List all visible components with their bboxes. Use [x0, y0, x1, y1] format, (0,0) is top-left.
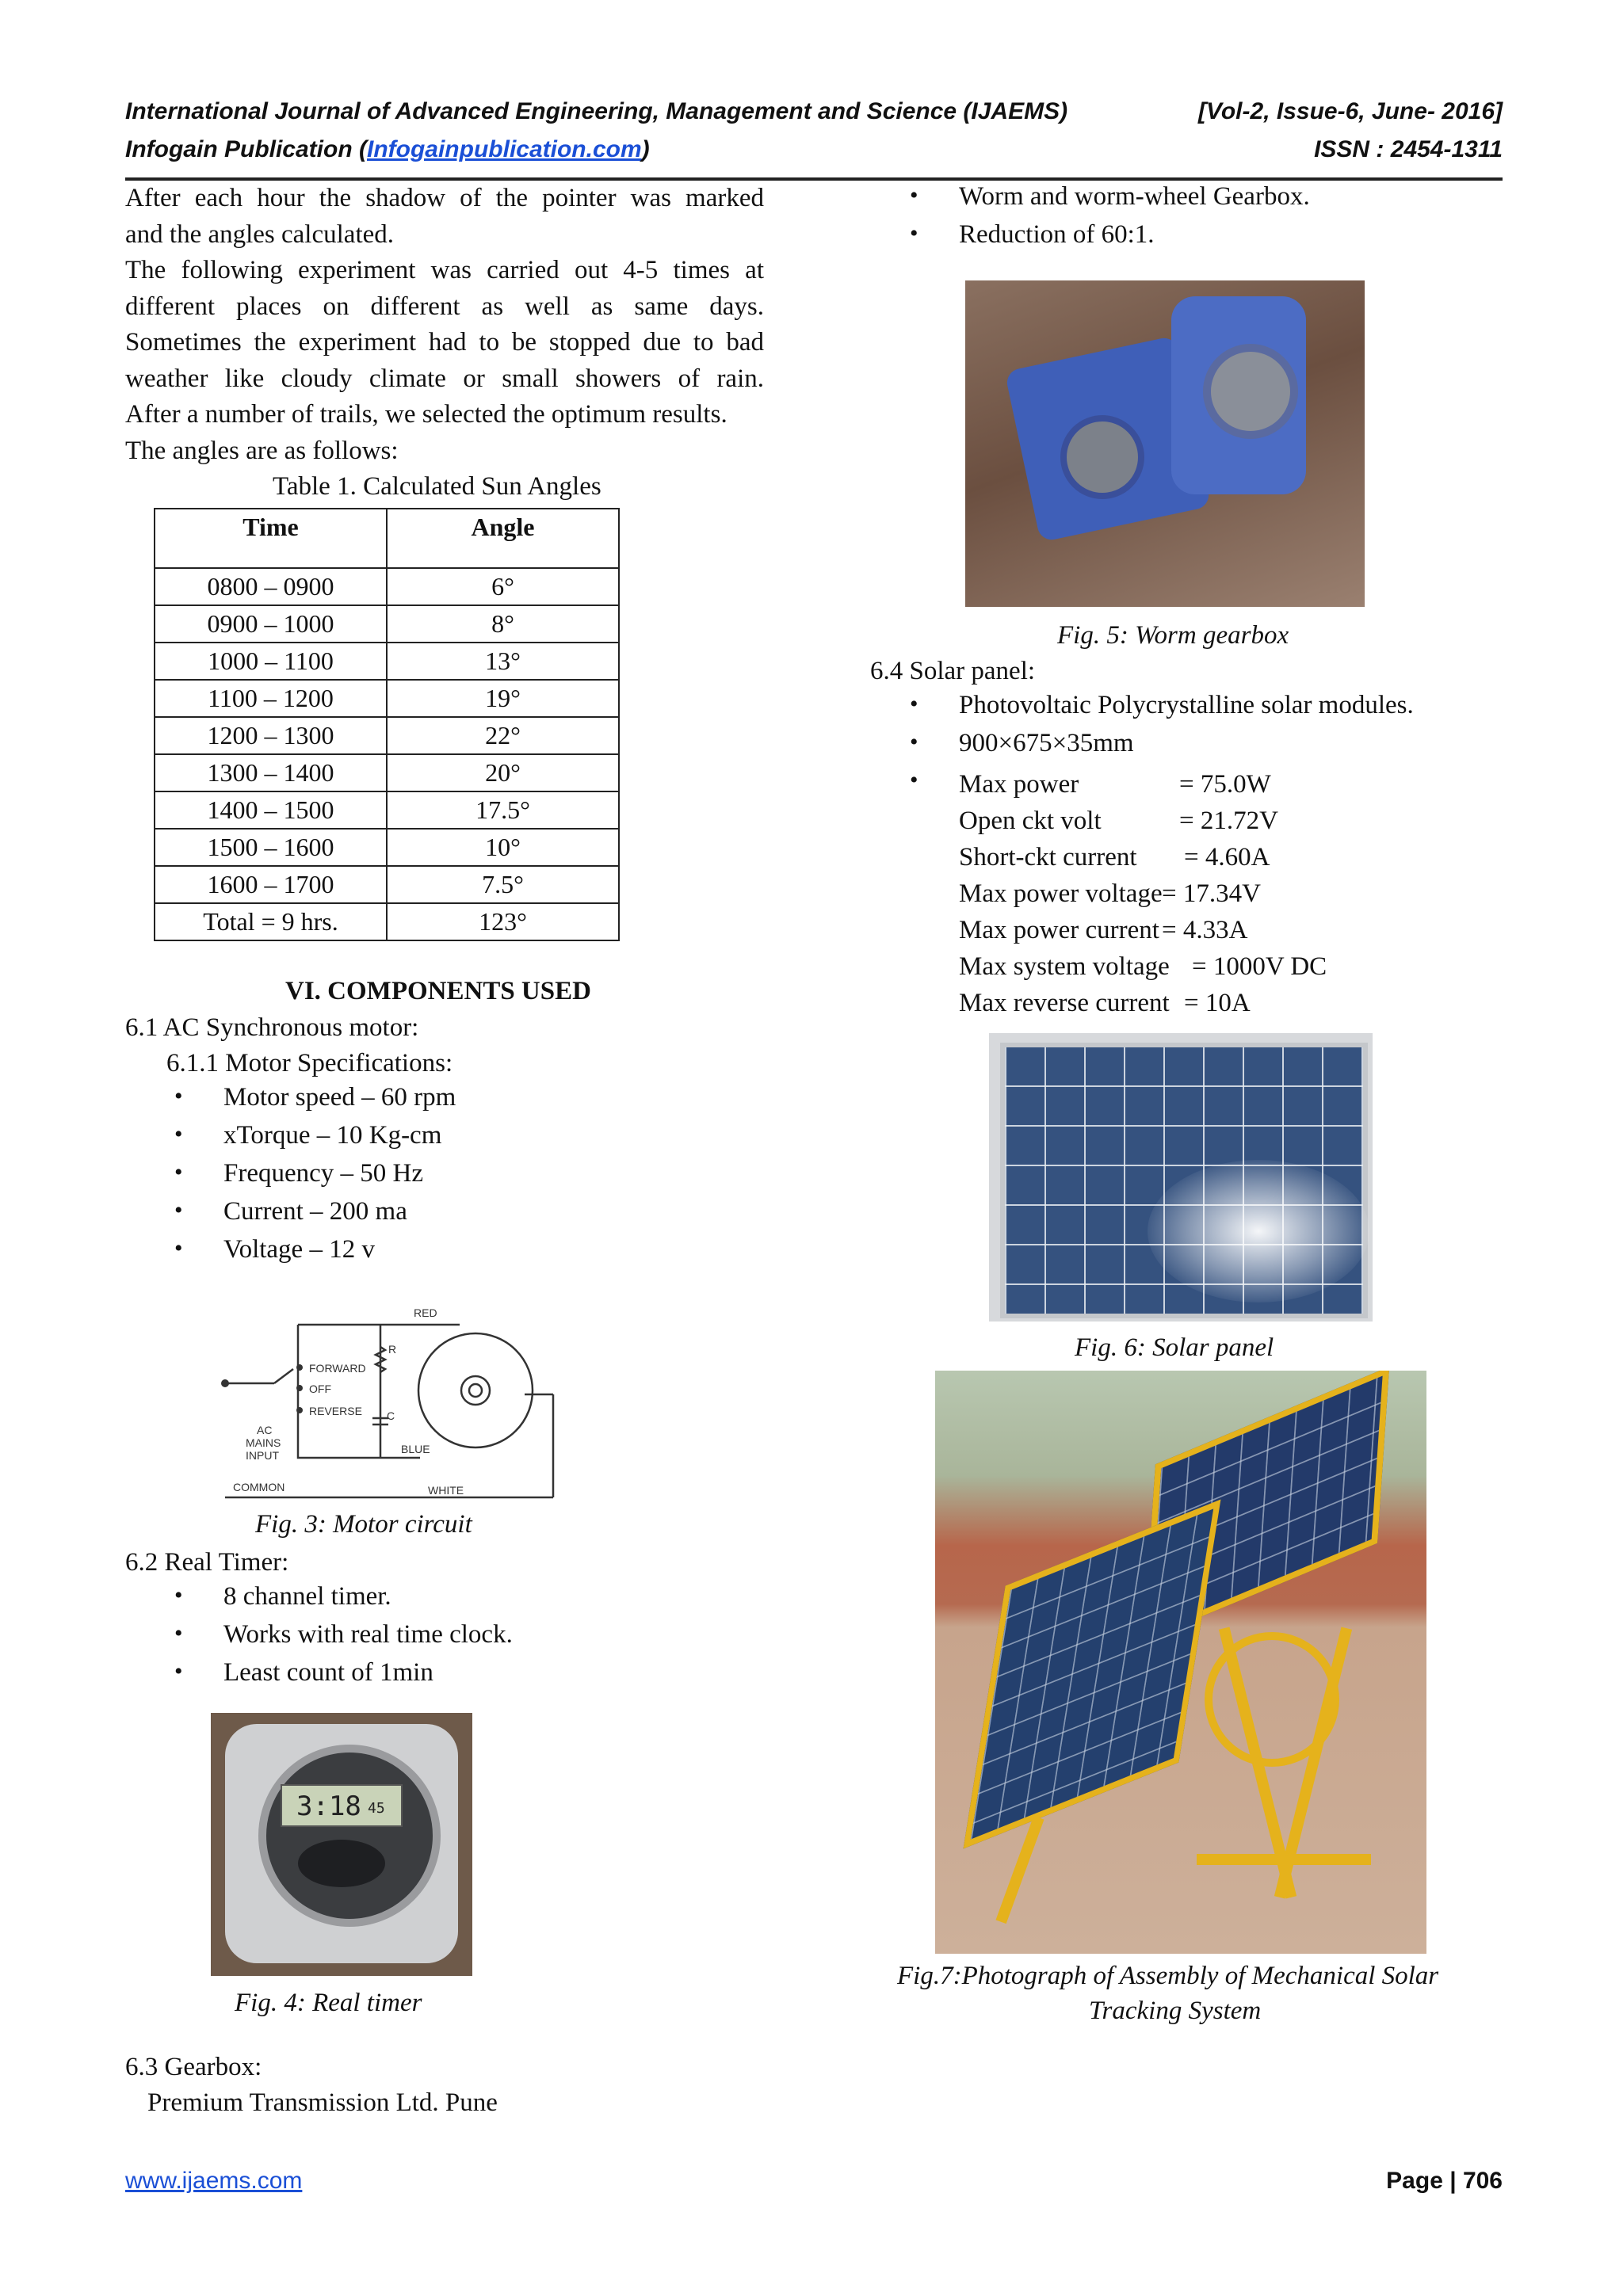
- subsection-6-4: 6.4 Solar panel:: [870, 657, 1036, 685]
- timer-spec-list: [174, 1582, 513, 1696]
- fig5-caption: Fig. 5: Worm gearbox: [1057, 621, 1289, 650]
- label-r: R: [388, 1343, 397, 1356]
- time-cell: 0800 – 0900: [155, 568, 387, 605]
- rating-value: = 1000V DC: [1192, 952, 1327, 981]
- list-item: • 8 channel timer.: [174, 1582, 391, 1611]
- intro-paragraph: [125, 181, 764, 469]
- rating-name: Max reverse current: [959, 989, 1170, 1017]
- label-red: RED: [414, 1306, 437, 1319]
- gearbox-spec-list: [910, 182, 1310, 258]
- time-cell: 1100 – 1200: [155, 680, 387, 717]
- section-heading: VI. COMPONENTS USED: [285, 977, 591, 1005]
- fig4-caption: Fig. 4: Real timer: [235, 1989, 422, 2017]
- bullet-icon: •: [174, 1197, 183, 1223]
- table-header-time: Time: [155, 509, 387, 568]
- bullet-icon: •: [174, 1235, 183, 1261]
- table-row-total: [155, 903, 619, 940]
- label-off: OFF: [309, 1383, 331, 1395]
- bullet-icon: •: [174, 1658, 183, 1684]
- gearbox-manufacturer: Premium Transmission Ltd. Pune: [147, 2088, 498, 2117]
- solar-panel-photo: [989, 1033, 1373, 1322]
- bullet-icon: •: [910, 220, 918, 246]
- timer-display: 3:18: [296, 1791, 361, 1822]
- time-cell: 1500 – 1600: [155, 829, 387, 866]
- rating-name: Max power voltage: [959, 879, 1163, 908]
- timer-photo: [211, 1713, 472, 1976]
- timer-seconds: 45: [368, 1800, 385, 1817]
- table-header-row: [155, 509, 619, 568]
- journal-title: International Journal of Advanced Engineering, Management and Science (IJAEMS): [125, 98, 1068, 124]
- subsection-6-1-1: 6.1.1 Motor Specifications:: [166, 1049, 453, 1077]
- table-row: [155, 791, 619, 829]
- rating-value: = 10A: [1184, 989, 1251, 1017]
- bullet-icon: •: [174, 1620, 183, 1646]
- list-item: • Voltage – 12 v: [174, 1235, 375, 1264]
- table-caption: Table 1. Calculated Sun Angles: [273, 472, 601, 501]
- bullet-icon: •: [910, 729, 918, 755]
- fig7-caption-line2: Tracking System: [1089, 1997, 1262, 2025]
- rating-name: Max system voltage: [959, 952, 1170, 981]
- label-ac: AC: [257, 1424, 273, 1436]
- tracking-system-photo: [935, 1371, 1426, 1954]
- time-cell: Total = 9 hrs.: [155, 903, 387, 940]
- subsection-6-3: 6.3 Gearbox:: [125, 2053, 262, 2081]
- para-line: weather like cloudy climate or small showers of rain.: [125, 364, 764, 393]
- fig3-caption: Fig. 3: Motor circuit: [255, 1510, 472, 1539]
- rating-name: Open ckt volt: [959, 807, 1102, 835]
- angle-cell: 22°: [387, 717, 619, 754]
- publisher-link[interactable]: Infogainpublication.com: [366, 136, 642, 162]
- motor-spec-list: [174, 1083, 456, 1273]
- sun-angles-table: [154, 508, 620, 941]
- subsection-6-2: 6.2 Real Timer:: [125, 1548, 289, 1577]
- rating-value: = 21.72V: [1179, 807, 1278, 835]
- time-cell: 0900 – 1000: [155, 605, 387, 643]
- list-item: • Current – 200 ma: [174, 1197, 407, 1226]
- rating-value: = 75.0W: [1179, 770, 1271, 799]
- rating-name: Short-ckt current: [959, 843, 1137, 871]
- angle-cell: 6°: [387, 568, 619, 605]
- label-blue: BLUE: [401, 1443, 430, 1455]
- label-input: INPUT: [246, 1449, 279, 1462]
- rating-value: = 4.33A: [1162, 916, 1248, 944]
- volume-info: [Vol-2, Issue-6, June- 2016]: [1197, 98, 1503, 124]
- angle-cell: 13°: [387, 643, 619, 680]
- label-common: COMMON: [233, 1481, 285, 1493]
- subsection-6-1: 6.1 AC Synchronous motor:: [125, 1013, 419, 1042]
- time-cell: 1200 – 1300: [155, 717, 387, 754]
- fig6-caption: Fig. 6: Solar panel: [1075, 1333, 1274, 1362]
- label-c: C: [387, 1409, 395, 1422]
- label-white: WHITE: [428, 1484, 464, 1497]
- para-line: Sometimes the experiment had to be stopped due to bad: [125, 328, 764, 357]
- bullet-icon: •: [174, 1083, 183, 1109]
- list-item: • Photovoltaic Polycrystalline solar modules.: [910, 691, 1414, 719]
- angle-cell: 8°: [387, 605, 619, 643]
- table-row: [155, 829, 619, 866]
- time-cell: 1400 – 1500: [155, 791, 387, 829]
- para-line: and the angles calculated.: [125, 219, 395, 249]
- table-row: [155, 680, 619, 717]
- list-item: • Frequency – 50 Hz: [174, 1159, 424, 1188]
- bullet-icon: •: [910, 182, 918, 208]
- para-line: The angles are as follows:: [125, 436, 399, 465]
- label-forward: FORWARD: [309, 1362, 366, 1375]
- list-item: • Least count of 1min: [174, 1658, 433, 1687]
- bullet-icon: •: [174, 1582, 183, 1608]
- bullet-icon: •: [174, 1121, 183, 1147]
- rating-name: Max power current: [959, 916, 1159, 944]
- bullet-icon: •: [910, 767, 918, 793]
- time-cell: 1300 – 1400: [155, 754, 387, 791]
- para-line: After each hour the shadow of the pointer was marked: [125, 184, 764, 212]
- motor-circuit-diagram: [214, 1299, 563, 1505]
- rating-name: Max power: [959, 770, 1079, 799]
- table-row: [155, 643, 619, 680]
- rating-value: = 17.34V: [1162, 879, 1261, 908]
- issn: ISSN : 2454-1311: [1314, 136, 1503, 162]
- angle-cell: 20°: [387, 754, 619, 791]
- worm-gearbox-photo: [965, 280, 1365, 607]
- fig7-caption-line1: Fig.7:Photograph of Assembly of Mechanical Solar: [897, 1962, 1439, 1990]
- list-item: • Works with real time clock.: [174, 1620, 513, 1649]
- table-row: [155, 717, 619, 754]
- table-header-angle: Angle: [387, 509, 619, 568]
- bullet-icon: •: [910, 691, 918, 717]
- list-item: • Motor speed – 60 rpm: [174, 1083, 456, 1112]
- table-row: [155, 568, 619, 605]
- time-cell: 1000 – 1100: [155, 643, 387, 680]
- list-item: • Worm and worm-wheel Gearbox.: [910, 182, 1310, 211]
- angle-cell: 17.5°: [387, 791, 619, 829]
- para-line: The following experiment was carried out 4-5 times at: [125, 256, 764, 284]
- panel-spec-list: [910, 691, 1414, 767]
- label-mains: MAINS: [246, 1436, 281, 1449]
- publisher-line: [125, 136, 650, 163]
- angle-cell: 123°: [387, 903, 619, 940]
- angle-cell: 7.5°: [387, 866, 619, 903]
- list-item: • xTorque – 10 Kg-cm: [174, 1121, 442, 1150]
- bullet-icon: •: [174, 1159, 183, 1185]
- footer-url[interactable]: www.ijaems.com: [125, 2168, 303, 2194]
- rating-value: = 4.60A: [1184, 843, 1270, 871]
- table-row: [155, 866, 619, 903]
- list-item: • Reduction of 60:1.: [910, 220, 1155, 249]
- label-reverse: REVERSE: [309, 1405, 362, 1417]
- page-number: Page | 706: [1386, 2168, 1503, 2194]
- table-row: [155, 605, 619, 643]
- time-cell: 1600 – 1700: [155, 866, 387, 903]
- publisher-suffix: ): [641, 136, 650, 162]
- para-line: different places on different as well as same days.: [125, 292, 764, 321]
- angle-cell: 10°: [387, 829, 619, 866]
- list-item: • 900×675×35mm: [910, 729, 1134, 757]
- angle-cell: 19°: [387, 680, 619, 717]
- publisher-prefix: Infogain Publication (: [125, 136, 367, 162]
- para-line: After a number of trails, we selected the optimum results.: [125, 400, 727, 429]
- table-row: [155, 754, 619, 791]
